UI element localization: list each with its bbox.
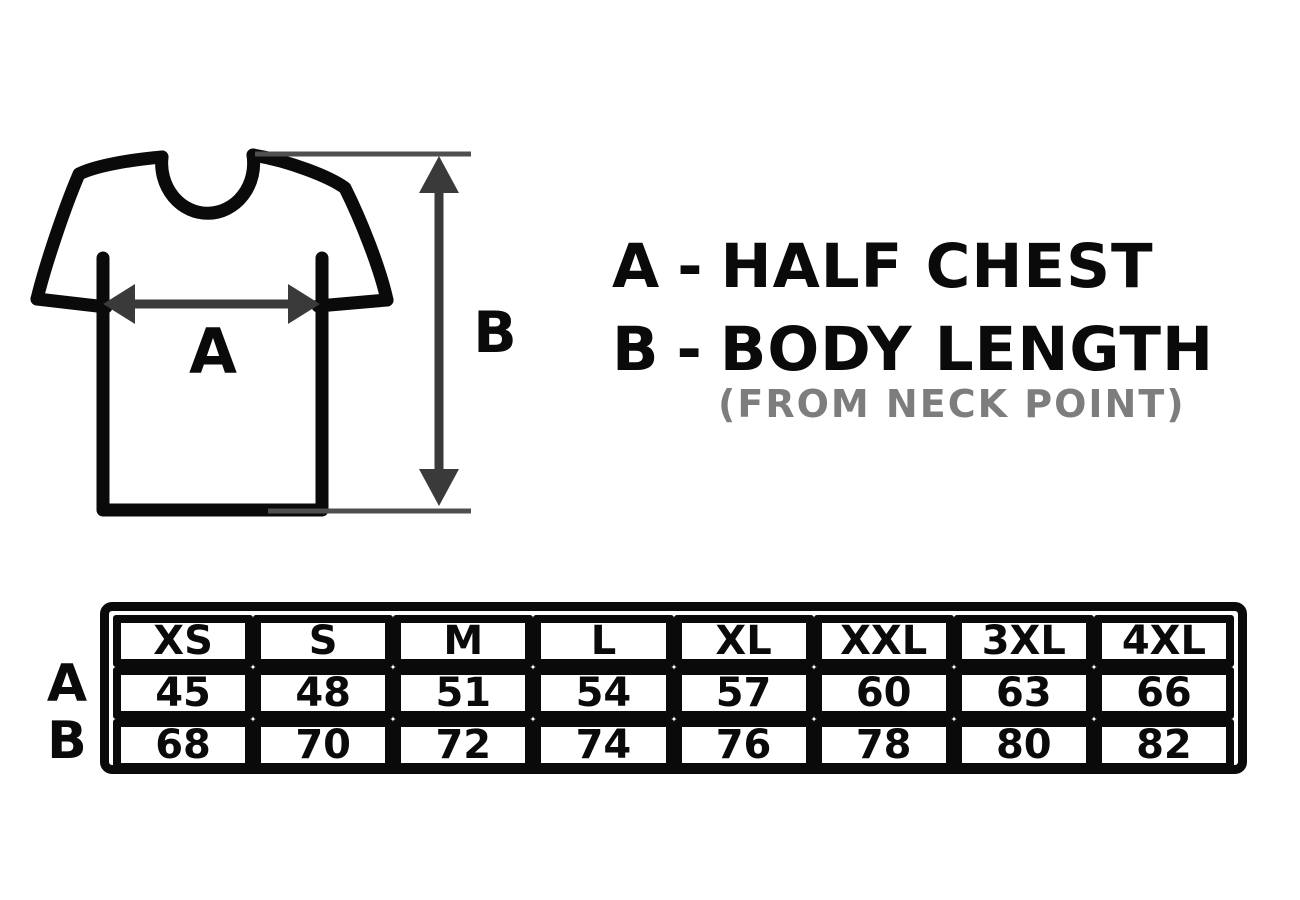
size-table-header-row — [113, 615, 1234, 667]
size-column-header: L — [533, 615, 673, 667]
legend-key-a: A — [612, 231, 661, 302]
body-length-value: 74 — [533, 719, 673, 771]
tshirt-collar — [162, 155, 254, 213]
table-row-label-a: A — [46, 654, 88, 714]
body-length-value: 70 — [253, 719, 393, 771]
legend-line-half-chest — [612, 231, 1154, 302]
chest-measure-label: A — [189, 315, 237, 388]
chest-arrow-right-head — [288, 284, 320, 324]
body-length-value: 82 — [1094, 719, 1234, 771]
length-arrow-bottom-head — [419, 469, 459, 506]
half-chest-value: 60 — [814, 667, 954, 719]
size-column-header: S — [253, 615, 393, 667]
length-measure-label: B — [473, 300, 517, 366]
legend-key-b: B — [612, 314, 660, 385]
half-chest-value: 63 — [954, 667, 1094, 719]
legend-separator-a: - — [677, 231, 704, 302]
half-chest-values-row — [113, 667, 1234, 719]
half-chest-value: 45 — [113, 667, 253, 719]
body-length-value: 78 — [814, 719, 954, 771]
body-length-value: 80 — [954, 719, 1094, 771]
body-length-value: 72 — [393, 719, 533, 771]
body-length-values-row — [113, 719, 1234, 771]
tshirt-left-cuff — [37, 299, 106, 307]
half-chest-value: 54 — [533, 667, 673, 719]
legend-note-from-neck-point: (FROM NECK POINT) — [718, 382, 1186, 426]
half-chest-value: 48 — [253, 667, 393, 719]
legend-label-body-length: BODY LENGTH — [719, 314, 1215, 385]
half-chest-value: 51 — [393, 667, 533, 719]
size-table-frame — [100, 602, 1247, 774]
body-length-arrow — [419, 156, 459, 506]
size-column-header: XXL — [814, 615, 954, 667]
tshirt-measurement-diagram — [0, 0, 560, 560]
legend-separator-b: - — [676, 314, 703, 385]
size-column-header: 4XL — [1094, 615, 1234, 667]
body-length-value: 76 — [674, 719, 814, 771]
table-row-label-b: B — [47, 711, 87, 771]
size-column-header: XL — [674, 615, 814, 667]
length-arrow-top-head — [419, 156, 459, 193]
legend-line-body-length — [612, 314, 1215, 385]
half-chest-value: 66 — [1094, 667, 1234, 719]
size-column-header: M — [393, 615, 533, 667]
size-column-header: 3XL — [954, 615, 1094, 667]
legend-label-half-chest: HALF CHEST — [720, 231, 1154, 302]
body-length-value: 68 — [113, 719, 253, 771]
size-table — [113, 615, 1234, 771]
size-column-header: XS — [113, 615, 253, 667]
half-chest-value: 57 — [674, 667, 814, 719]
